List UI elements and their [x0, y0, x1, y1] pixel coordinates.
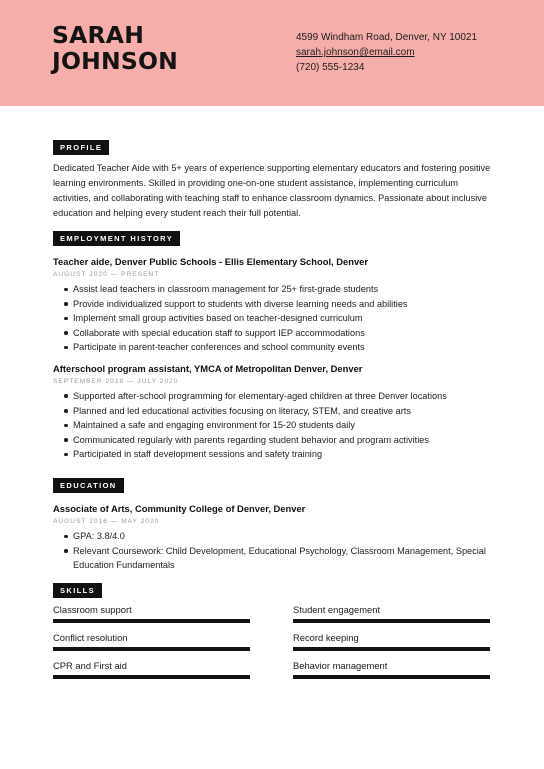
profile-text: Dedicated Teacher Aide with 5+ years of experience supporting elementary educators and fostering positive learning environments. Skilled in providing one-on-one student assistance, implementing curriculum activities, and collaborating with teaching staff to enhance classroom dynamics. Passionate about inclusive education and helping every student reach their full potential. — [53, 163, 491, 218]
last-name: JOHNSON — [52, 47, 179, 75]
skill-label: Student engagement — [293, 604, 381, 615]
skills-section — [53, 580, 493, 598]
list-item: Participated in staff development sessions and safety training — [53, 447, 493, 462]
skill-label: Conflict resolution — [53, 632, 128, 643]
employment-section — [53, 228, 493, 462]
employment-heading: EMPLOYMENT HISTORY — [53, 231, 180, 246]
job-dates: SEPTEMBER 2018 — JULY 2020 — [53, 377, 179, 385]
list-item: GPA: 3.8/4.0 — [53, 529, 493, 544]
skills-heading: SKILLS — [53, 583, 102, 598]
list-item: Provide individualized support to students with diverse learning needs and abilities — [53, 297, 493, 312]
email-link[interactable]: sarah.johnson@email.com — [296, 47, 415, 58]
degree-title: Associate of Arts, Community College of Denver, Denver — [53, 503, 306, 514]
job-bullets — [53, 389, 493, 462]
resume-header — [0, 0, 544, 106]
job-title: Teacher aide, Denver Public Schools - Ellis Elementary School, Denver — [53, 256, 369, 267]
list-item: Assist lead teachers in classroom management for 25+ first-grade students — [53, 282, 493, 297]
education-section — [53, 475, 493, 573]
skill-level-bar — [293, 619, 490, 623]
first-name: SARAH — [52, 21, 145, 49]
skill-level-bar — [293, 675, 490, 679]
job-bullets — [53, 282, 493, 355]
list-item: Participate in parent-teacher conferences and school community events — [53, 340, 493, 355]
phone: (720) 555-1234 — [296, 62, 365, 73]
skill-level-bar — [53, 619, 250, 623]
skill-item — [53, 600, 250, 628]
skill-item — [53, 628, 250, 656]
skill-label: Record keeping — [293, 632, 359, 643]
education-bullets — [53, 529, 493, 573]
skill-level-bar — [293, 647, 490, 651]
skill-label: Classroom support — [53, 604, 132, 615]
skill-level-bar — [53, 647, 250, 651]
list-item: Maintained a safe and engaging environment for 15-20 students daily — [53, 418, 493, 433]
skill-label: CPR and First aid — [53, 660, 127, 671]
profile-heading: PROFILE — [53, 140, 109, 155]
skill-level-bar — [53, 675, 250, 679]
job-entry — [53, 363, 493, 462]
contact-info — [296, 30, 477, 75]
list-item: Planned and led educational activities focusing on literacy, STEM, and creative arts — [53, 404, 493, 419]
skill-item — [53, 656, 250, 684]
education-entry — [53, 503, 493, 573]
list-item: Communicated regularly with parents regarding student behavior and program activities — [53, 433, 493, 448]
skill-item — [293, 656, 490, 684]
list-item: Relevant Coursework: Child Development, Educational Psychology, Classroom Management, Special Education Fundamentals — [53, 544, 493, 573]
skill-label: Behavior management — [293, 660, 388, 671]
list-item: Implement small group activities based on teacher-designed curriculum — [53, 311, 493, 326]
address: 4599 Windham Road, Denver, NY 10021 — [296, 32, 478, 43]
education-dates: AUGUST 2016 — MAY 2020 — [53, 518, 160, 525]
list-item: Collaborate with special education staff to support IEP accommodations — [53, 326, 493, 341]
skill-item — [293, 628, 490, 656]
list-item: Supported after-school programming for elementary-aged children at three Denver locations — [53, 389, 493, 404]
profile-section — [53, 137, 493, 221]
job-entry — [53, 256, 493, 355]
job-dates: AUGUST 2020 — PRESENT — [53, 271, 160, 278]
job-title: Afterschool program assistant, YMCA of Metropolitan Denver, Denver — [53, 362, 363, 374]
candidate-name — [52, 22, 178, 74]
skills-grid — [53, 600, 493, 685]
education-heading: EDUCATION — [53, 478, 124, 493]
skill-item — [293, 600, 490, 628]
